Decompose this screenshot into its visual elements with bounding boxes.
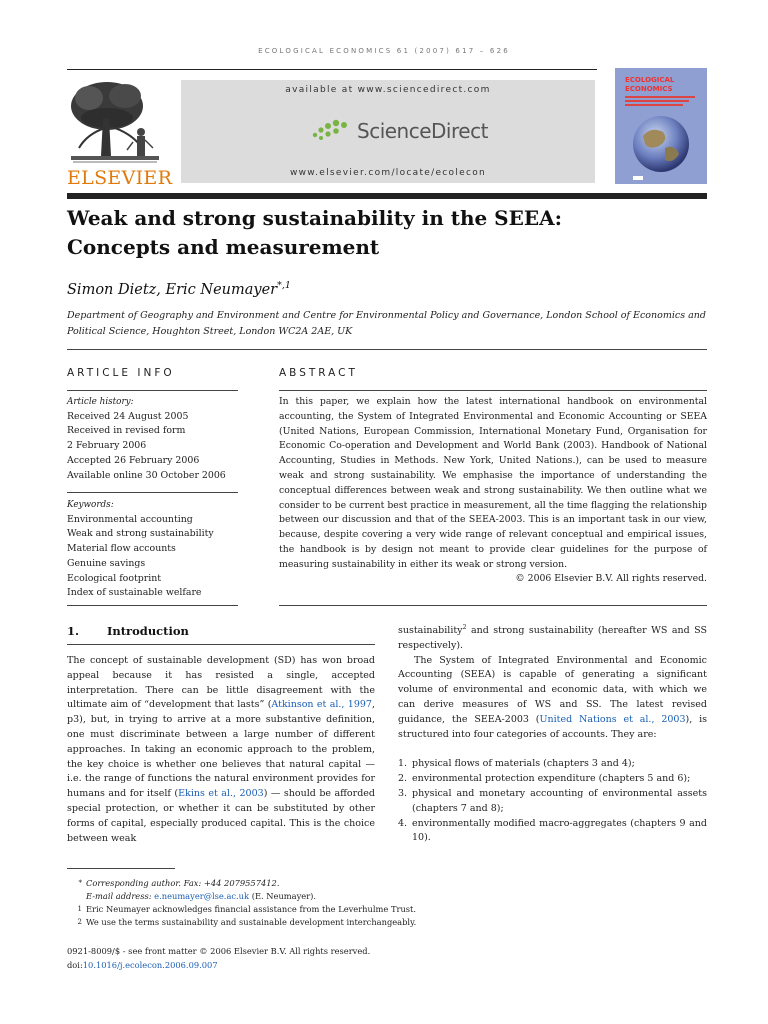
intro-right-text: ), is structured into four categories of accounts. They are: [398,713,708,740]
header-thick-rule [67,193,707,199]
available-at-text: available at www.sciencedirect.com [285,85,491,95]
footnote-mark: 2 [462,623,467,631]
doi-link[interactable]: 10.1016/j.ecolecon.2006.09.007 [82,959,218,970]
sciencedirect-dots-icon [311,119,351,143]
footnotes [67,877,707,929]
history-item: Received 24 August 2005 [67,410,189,422]
section-heading-introduction [67,624,189,638]
doi-label: doi: [67,959,83,970]
affiliation-rule [67,349,707,350]
intro-right-column [398,624,707,846]
list-number: 1. [398,758,408,770]
keyword-item: Index of sustainable welfare [67,587,202,599]
list-number: 4. [398,817,408,829]
keyword-item: Weak and strong sustainability [67,528,214,540]
list-text: physical flows of materials (chapters 3 and 4); [412,758,635,770]
history-item: Accepted 26 February 2006 [67,454,200,466]
footnote-item [67,890,707,903]
footnote-text: Corresponding author. Fax: +44 2079557412. [86,878,280,888]
article-title-line1: Weak and strong sustainability in the SEEA: [67,206,562,230]
intro-right-text: The System of Integrated Environmental and Economic Accounting (SEEA) is capable of generating a significant volume of environmental and economic data, with which we can derive measures of WS and SS. The latest revised guidance, the SEEA-2003 ( [398,654,707,725]
footnote-item [67,916,707,929]
journal-reference: ECOLOGICAL ECONOMICS 61 (2007) 617 – 626 [258,47,510,55]
abstract-rule [279,390,707,391]
list-item [398,787,707,817]
authors-text: Simon Dietz, Eric Neumayer [67,282,278,298]
article-title-line2: Concepts and measurement [67,235,380,259]
cover-subtitle-bars [625,94,701,108]
keyword-item: Environmental accounting [67,513,193,525]
email-suffix: (E. Neumayer). [251,891,317,901]
intro-right-paragraph-2 [398,654,707,743]
sciencedirect-banner [181,80,595,183]
front-matter-info [67,945,370,972]
keyword-item: Material flow accounts [67,543,176,555]
cover-title-line1: ECOLOGICAL [625,76,675,84]
footnote-text: We use the terms sustainability and sustainable development interchangeably. [86,917,417,927]
intro-right-paragraph-1 [398,624,707,654]
list-number: 3. [398,787,408,799]
author-affiliation: Department of Geography and Environment and Centre for Environmental Policy and Governance, London School of Economics and Political Science, Houghton Street, London WC2A 2AE, UK [67,310,706,337]
footnote-rule [67,868,175,869]
intro-paragraph-1b: , p3), but, in trying to arrive at a more substantive definition, one must discriminate between a large number of different approaches. In taking an economic approach to the problem, the key choice is whether one believes that natural capital — i.e. the range of functions the natural environment provides for humans and for itself ( [67,699,375,800]
list-item [398,757,707,772]
intro-right-text: sustainability [398,625,463,636]
abstract-text: In this paper, we explain how the latest international handbook on environmental accounting, the System of Integrated Environmental and Economic Accounting or SEEA (United Nations, European Commission, International Monetary Fund, Organisation for Economic Co-operation and Development and World Bank (2003). Handbook of National Accounting, Studies in Methods. New York, United Nations.), can be used to measure weak and strong sustainability. We emphasise the importance of understanding the conceptual differences between weak and strong sustainability. We then outline what we consider to be current best practice in measurement, all the time flagging the relationship between our discussion and that of the SEEA-2003. This is an important task in our view, because, despite covering a very wide range of relevant conceptual and empirical issues, the handbook is by design not meant to provide clear guidelines for the purpose of measuring sustainability in either its weak or strong version. [279,396,707,570]
intro-paragraph-1a: The concept of sustainable development (SD) has won broad appeal because it has resisted a single, accepted interpretation. There can be little disagreement with the ultimate aim of “development that lasts” ( [67,655,375,711]
article-history-label: Article history: [67,397,134,407]
header-top-rule [67,69,597,70]
article-history [67,395,238,483]
article-title [67,204,707,262]
globe-icon [625,114,701,184]
cover-title [625,76,674,94]
keywords-rule [67,492,238,493]
footnote-mark: * [78,879,82,887]
citation-link[interactable]: Atkinson et al., 1997 [271,699,372,711]
tree-icon [67,78,163,168]
intro-right-text: and strong sustainability (hereafter WS and SS respectively). [398,625,707,651]
sciencedirect-logo [311,116,488,146]
keyword-item: Ecological footprint [67,572,162,584]
keyword-item: Genuine savings [67,557,146,569]
list-text: environmentally modified macro-aggregates (chapters 9 and 10). [412,817,707,844]
section-number: 1. [67,624,80,638]
list-number: 2. [398,773,408,785]
elsevier-tree-logo [67,78,163,168]
doi-line [67,959,370,973]
footnote-text: Eric Neumayer acknowledges financial assistance from the Leverhulme Trust. [86,904,417,914]
keywords-label: Keywords: [67,500,114,510]
author-list [67,282,291,298]
article-info-heading: ARTICLE INFO [67,367,175,379]
abstract-copyright: © 2006 Elsevier B.V. All rights reserved. [515,573,707,584]
journal-url: www.elsevier.com/locate/ecolecon [289,168,487,178]
section-title: Introduction [107,624,189,638]
abstract-bottom-rule [279,605,707,606]
history-item: 2 February 2006 [67,440,147,452]
list-item [398,817,707,847]
list-text: environmental protection expenditure (chapters 5 and 6); [412,773,691,785]
footnote-mark: 1 [77,905,82,913]
footnote-item [67,877,707,890]
history-item: Received in revised form [67,425,186,437]
intro-heading-rule [67,644,375,645]
article-info-bottom-rule [67,605,238,606]
sciencedirect-logo-text: ScienceDirect [357,119,488,143]
abstract-heading: ABSTRACT [279,367,358,379]
citation-link[interactable]: United Nations et al., 2003 [539,713,686,725]
footnote-item [67,903,707,916]
list-text: physical and monetary accounting of environmental assets (chapters 7 and 8); [412,787,707,814]
intro-left-column [67,654,375,846]
cover-title-line2: ECONOMICS [625,85,673,93]
list-item [398,772,707,787]
accounts-list [398,757,707,846]
email-label: E-mail address: [86,891,152,901]
keywords [67,498,238,601]
publisher-wordmark: ELSEVIER [67,167,173,189]
journal-cover-image [615,68,707,184]
citation-link[interactable]: Ekins et al., 2003 [178,788,264,800]
history-item: Available online 30 October 2006 [67,469,226,481]
author-marks: *,1 [277,280,291,292]
email-link[interactable]: e.neumayer@lse.ac.uk [154,891,250,901]
issn-line: 0921-8009/$ - see front matter © 2006 Elsevier B.V. All rights reserved. [67,946,371,956]
footnote-mark: 2 [77,918,82,926]
intro-paragraph-1c: ) — should be afforded special protection, or whether it can be substituted by other forms of capital, especially produced capital. This is the choice between weak [67,788,375,844]
article-info-rule [67,390,238,391]
